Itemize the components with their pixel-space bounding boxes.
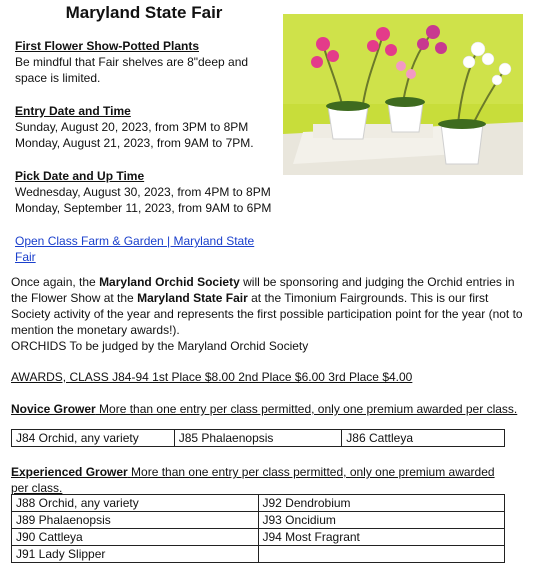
pickup-line-2: Monday, September 11, 2023, from 9AM to 6PM [15, 201, 272, 215]
orchid-photo [283, 14, 523, 175]
table-row [12, 529, 505, 546]
novice-description: Novice Grower More than one entry per class permitted, only one premium awarded per class. [11, 402, 518, 416]
judged-note: ORCHIDS To be judged by the Maryland Orchid Society [11, 339, 309, 353]
entry-line-2: Monday, August 21, 2023, from 9AM to 7PM. [15, 136, 254, 150]
intro-paragraph: Once again, the Maryland Orchid Society will be sponsoring and judging the Orchid entries in the Flower Show at the Maryland State Fair at the Timonium Fairgrounds. This is our first Society activity of the year and represents the first possible participation point for the year (not to mention the monetary awards!). ORCHIDS To be judged by the Maryland Orchid Society [11, 275, 523, 353]
entry-heading: Entry Date and Time [15, 104, 131, 118]
fair-info [15, 38, 277, 265]
table-cell: J93 Oncidium [258, 512, 505, 529]
flower-show-heading: First Flower Show-Potted Plants [15, 39, 200, 53]
society-name: Maryland Orchid Society [99, 275, 240, 289]
table-cell: J86 Cattleya [342, 430, 505, 447]
table-cell [258, 546, 505, 563]
table-row [12, 495, 505, 512]
table-cell: J88 Orchid, any variety [12, 495, 259, 512]
novice-label: Novice Grower [11, 402, 96, 416]
experienced-classes-table [11, 494, 505, 563]
table-row [12, 546, 505, 563]
fair-name: Maryland State Fair [137, 291, 248, 305]
fair-link[interactable]: Open Class Farm & Garden | Maryland State Fair [15, 234, 255, 264]
page-title: Maryland State Fair [65, 3, 223, 22]
table-cell: J90 Cattleya [12, 529, 259, 546]
pickup-line-1: Wednesday, August 30, 2023, from 4PM to 8PM [15, 185, 271, 199]
table-cell: J94 Most Fragrant [258, 529, 505, 546]
flower-show-text: Be mindful that Fair shelves are 8"deep and space is limited. [15, 55, 249, 85]
experienced-description: Experienced Grower More than one entry per class permitted, only one premium awarded per class. [11, 465, 495, 495]
table-row [12, 430, 505, 447]
table-row [12, 512, 505, 529]
experienced-label: Experienced Grower [11, 465, 128, 479]
novice-classes-table [11, 429, 505, 447]
table-cell: J84 Orchid, any variety [12, 430, 175, 447]
table-cell: J85 Phalaenopsis [174, 430, 342, 447]
pickup-heading: Pick Date and Up Time [15, 169, 145, 183]
entry-line-1: Sunday, August 20, 2023, from 3PM to 8PM [15, 120, 249, 134]
awards-line: AWARDS, CLASS J84-94 1st Place $8.00 2nd Place $6.00 3rd Place $4.00 [11, 370, 413, 384]
table-cell: J92 Dendrobium [258, 495, 505, 512]
table-cell: J89 Phalaenopsis [12, 512, 259, 529]
table-cell: J91 Lady Slipper [12, 546, 259, 563]
